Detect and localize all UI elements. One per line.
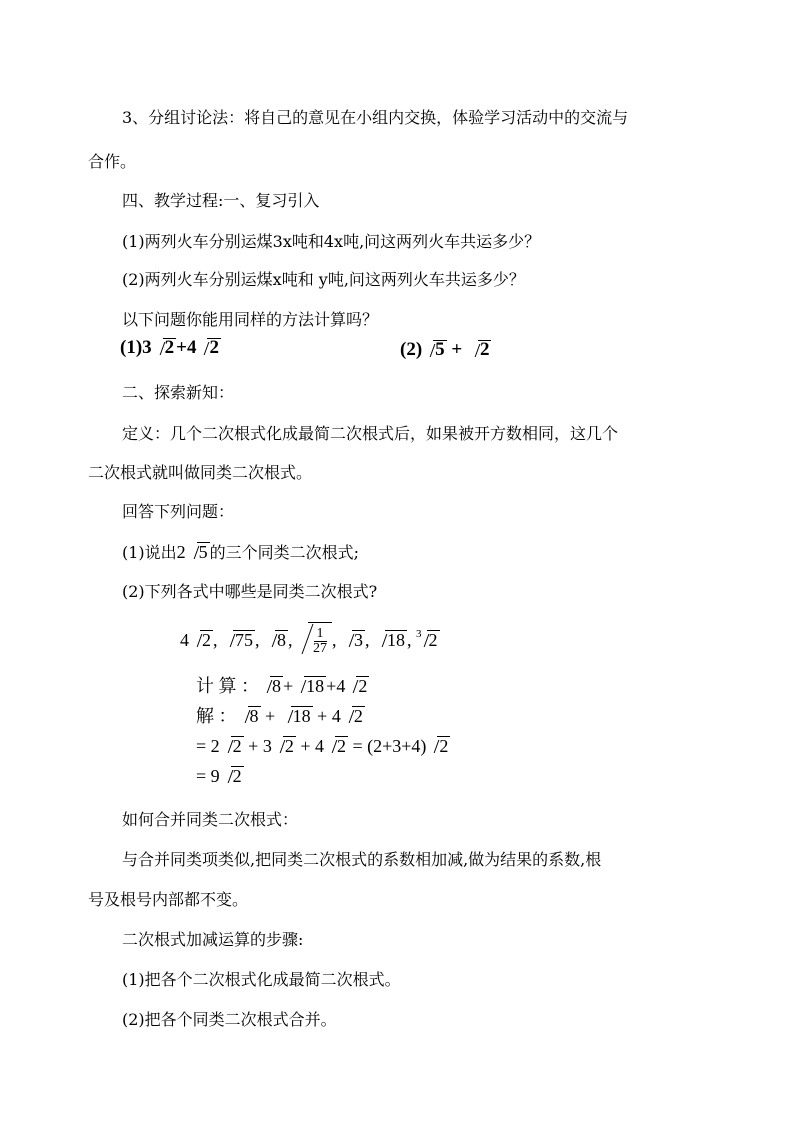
- plus: +: [326, 676, 337, 696]
- definition-line1: 定义：几个二次根式化成最简二次根式后，如果被开方数相同，这几个: [122, 424, 619, 443]
- coef: 2: [210, 736, 220, 756]
- heading-steps: 二次根式加减运算的步骤:: [122, 930, 304, 949]
- sqrt-3: 3: [342, 630, 365, 650]
- equals: =: [196, 766, 207, 786]
- sqrt-75: 75: [223, 630, 255, 650]
- expression-1: [120, 338, 221, 358]
- coef: 4: [336, 676, 346, 696]
- cube-index: 3: [416, 628, 422, 640]
- sqrt-5: 5: [187, 542, 210, 562]
- coef: 4: [180, 630, 189, 650]
- sqrt-2: 2: [221, 766, 244, 786]
- sqrt-18: 18: [294, 676, 326, 696]
- sqrt-2: 2: [468, 340, 492, 360]
- sqrt-2: 2: [325, 736, 348, 756]
- cbrt-2: 2: [417, 630, 440, 650]
- fraction-1-27: $\frac{1}{27}$: [313, 626, 327, 657]
- coef: 4: [314, 736, 324, 756]
- comma: ,: [332, 630, 337, 650]
- plus: +: [451, 339, 463, 360]
- solution-line1: [196, 706, 365, 726]
- sqrt-fraction: [298, 622, 332, 657]
- step-2: (2)把各个同类二次根式合并。: [122, 1010, 337, 1029]
- sqrt-2: 2: [342, 706, 365, 726]
- expression-2: [400, 340, 491, 360]
- plus: +: [248, 736, 259, 756]
- comma: ,: [407, 630, 412, 650]
- comma: ,: [255, 630, 260, 650]
- coef: 4: [331, 706, 341, 726]
- coef: 2: [176, 542, 186, 562]
- prompt-same-method: 以下问题你能用同样的方法计算吗？: [122, 310, 379, 329]
- label-1: (1): [120, 337, 143, 358]
- equals: =: [196, 736, 207, 756]
- sqrt-8: 8: [238, 706, 261, 726]
- sqrt-18: 18: [375, 630, 407, 650]
- paragraph-group-discussion-line1: 3、分组讨论法：将自己的意见在小组内交换，体验学习活动中的交流与: [122, 108, 629, 127]
- sqrt-8: 8: [260, 676, 283, 696]
- comma: ,: [288, 630, 293, 650]
- prompt-answer: 回答下列问题：: [122, 502, 235, 521]
- plus: +: [283, 676, 294, 696]
- sqrt-2: 2: [346, 676, 369, 696]
- step-1: (1)把各个二次根式化成最简二次根式。: [122, 970, 401, 989]
- comma: ,: [213, 630, 218, 650]
- sqrt-2: 2: [273, 736, 296, 756]
- heading-teaching-process: 四、教学过程:一、复习引入: [122, 191, 320, 210]
- coef: 9: [210, 766, 220, 786]
- plus: +: [300, 736, 311, 756]
- question-similar-radicals: [122, 542, 359, 563]
- sqrt-8: 8: [265, 630, 288, 650]
- text: 的三个同类二次根式;: [209, 543, 360, 562]
- question-2-trains: (2)两列火车分别运煤x吨和 y吨,问这两列火车共运多少？: [122, 270, 525, 289]
- calc-expression: [196, 676, 369, 696]
- definition-line2: 二次根式就叫做同类二次根式。: [88, 463, 313, 482]
- heading-combine: 如何合并同类二次根式：: [122, 810, 299, 829]
- question-which-similar: (2)下列各式中哪些是同类二次根式?: [122, 582, 378, 601]
- label: 解 ：: [196, 706, 237, 726]
- coef: 3: [142, 337, 152, 358]
- label: 计 算 ：: [196, 676, 259, 696]
- heading-explore: 二、探索新知：: [122, 383, 235, 402]
- question-1-trains: (1)两列火车分别运煤3x吨和4x吨,问这两列火车共运多少？: [122, 232, 541, 251]
- sqrt-2: 2: [427, 736, 450, 756]
- sqrt-2: 2: [221, 736, 244, 756]
- plus: +: [176, 337, 187, 358]
- comma: ,: [365, 630, 370, 650]
- radical-list: [180, 622, 440, 657]
- combine-rule-line2: 号及根号内部都不变。: [88, 890, 249, 909]
- text: (1)说出: [122, 543, 177, 562]
- combine-rule-line1: 与合并同类项类似,把同类二次根式的系数相加减,做为结果的系数,根: [122, 850, 602, 869]
- label-2: (2): [400, 339, 423, 360]
- solution-line3: [196, 766, 244, 786]
- plus: +: [265, 706, 276, 726]
- solution-line2: [196, 736, 450, 756]
- paragraph-group-discussion-line2: 合作。: [88, 152, 137, 171]
- sqrt-2: 2: [153, 338, 177, 358]
- plus: +: [317, 706, 328, 726]
- coef: 3: [262, 736, 272, 756]
- sqrt-2: 2: [190, 630, 213, 650]
- paren-group: (2+3+4): [367, 736, 427, 756]
- sqrt-5: 5: [423, 340, 447, 360]
- sqrt-18: 18: [281, 706, 313, 726]
- sqrt-2: 2: [197, 338, 221, 358]
- coef: 4: [186, 337, 197, 358]
- equals: =: [352, 736, 363, 756]
